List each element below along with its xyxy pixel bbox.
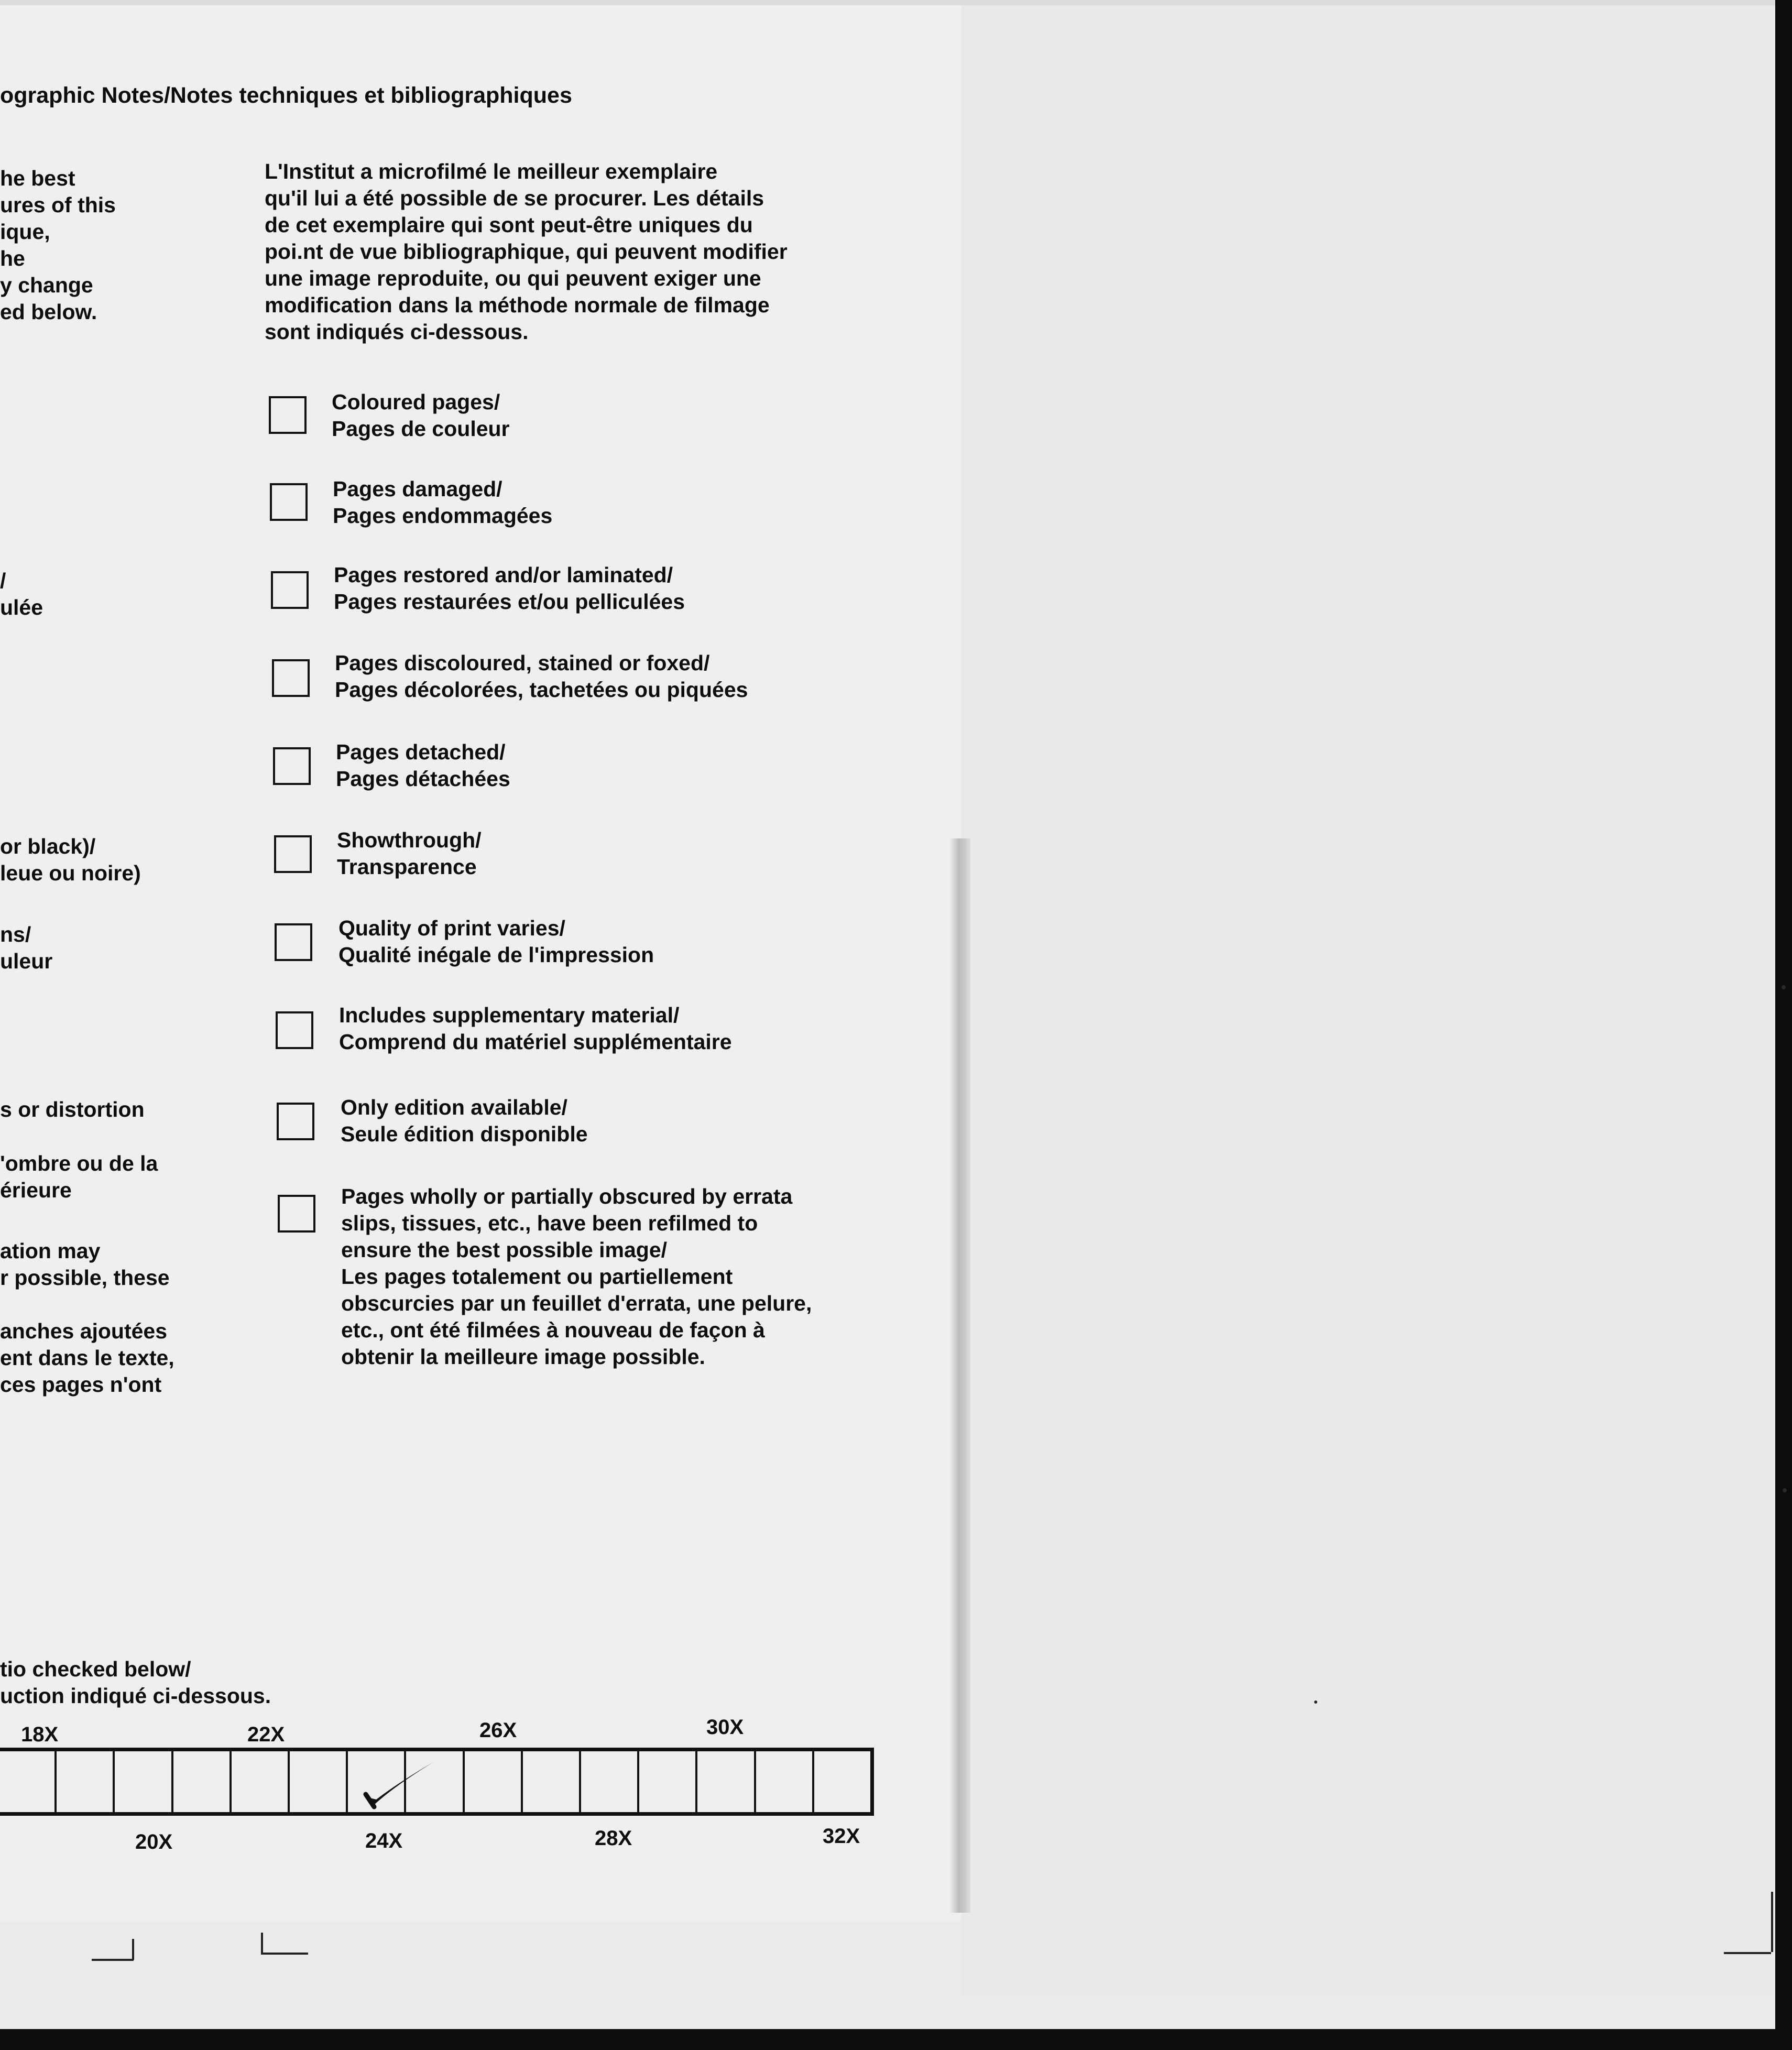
checkbox-showthrough[interactable]: [274, 835, 312, 873]
text-line: ns/: [0, 922, 31, 946]
crop-mark: [261, 1953, 308, 1955]
background-sheet: [961, 0, 1776, 1997]
text-line: modification dans la méthode normale de filmage: [265, 293, 770, 317]
text-line: érieure: [0, 1178, 72, 1202]
scan-bottom-edge: [0, 2029, 1792, 2050]
checklist-label: [338, 915, 654, 968]
text-line: de cet exemplaire qui sont peut-être uniques du: [265, 213, 753, 237]
text-line: L'Institut a microfilmé le meilleur exemplaire: [265, 159, 718, 183]
text-line: Qualité inégale de l'impression: [338, 943, 654, 967]
text-line: r possible, these: [0, 1266, 170, 1290]
text-line: etc., ont été filmées à nouveau de façon à: [341, 1318, 765, 1342]
text-line: uleur: [0, 949, 53, 973]
text-line: /: [0, 569, 6, 593]
left-item-fragment: [0, 1096, 145, 1123]
text-line: sont indiqués ci-dessous.: [265, 320, 529, 344]
checklist-label: [341, 1094, 588, 1148]
text-line: Transparence: [337, 855, 477, 879]
text-line: s or distortion: [0, 1097, 145, 1121]
text-line: y change: [0, 273, 93, 297]
text-line: Pages detached/: [336, 740, 506, 764]
text-line: anches ajoutées: [0, 1319, 168, 1343]
crop-mark: [132, 1939, 134, 1960]
ratio-cell[interactable]: [639, 1751, 697, 1812]
scale-label-28x: 28X: [595, 1827, 632, 1850]
text-line: ique,: [0, 220, 50, 244]
text-line: Seule édition disponible: [341, 1122, 588, 1146]
scan-right-edge: [1775, 0, 1792, 2050]
text-line: obscurcies par un feuillet d'errata, une pelure,: [341, 1291, 812, 1315]
scale-label-24x: 24X: [365, 1829, 403, 1852]
left-item-fragment: [0, 833, 141, 887]
ratio-cell[interactable]: [57, 1751, 115, 1812]
text-line: Pages détachées: [336, 767, 510, 791]
text-line: une image reproduite, ou qui peuvent exiger une: [265, 266, 761, 290]
ratio-cell[interactable]: [814, 1751, 870, 1812]
text-line: leue ou noire): [0, 861, 141, 885]
scan-speck: [1782, 985, 1786, 989]
left-ratio-fragment: [0, 1656, 271, 1709]
text-line: ensure the best possible image/: [341, 1238, 668, 1262]
text-line: ed below.: [0, 300, 97, 324]
text-line: uction indiqué ci-dessous.: [0, 1684, 271, 1708]
text-line: Coloured pages/: [332, 390, 500, 414]
text-line: ent dans le texte,: [0, 1346, 174, 1370]
text-line: Pages wholly or partially obscured by errata: [341, 1184, 793, 1208]
left-item-fragment: [0, 1318, 174, 1398]
checkbox-pages-discoloured[interactable]: [272, 659, 310, 697]
checkbox-quality-of-print[interactable]: [275, 923, 312, 961]
text-line: or black)/: [0, 834, 96, 858]
text-line: qu'il lui a été possible de se procurer. Les détails: [265, 186, 764, 210]
ratio-cell[interactable]: [697, 1751, 756, 1812]
left-intro-fragment: [0, 165, 116, 325]
text-line: tio checked below/: [0, 1657, 191, 1681]
checklist-label: [337, 827, 482, 880]
scale-label-30x: 30X: [706, 1716, 744, 1739]
text-line: slips, tissues, etc., have been refilmed to: [341, 1211, 758, 1235]
left-item-fragment: [0, 921, 52, 975]
crop-mark: [1724, 1952, 1771, 1954]
scale-label-32x: 32X: [823, 1825, 860, 1848]
ratio-cell[interactable]: [465, 1751, 523, 1812]
checkbox-pages-obscured[interactable]: [278, 1195, 315, 1233]
checklist-label: [334, 562, 685, 615]
text-line: Includes supplementary material/: [339, 1003, 680, 1027]
checkbox-pages-detached[interactable]: [273, 747, 311, 785]
checkbox-pages-restored[interactable]: [271, 571, 309, 609]
scan-speck: [1314, 1700, 1317, 1704]
text-line: Comprend du matériel supplémentaire: [339, 1030, 732, 1054]
checkbox-only-edition[interactable]: [277, 1103, 314, 1140]
scale-label-20x: 20X: [135, 1830, 173, 1853]
text-line: Only edition available/: [341, 1095, 567, 1119]
text-line: Showthrough/: [337, 828, 482, 852]
ratio-cell[interactable]: [290, 1751, 348, 1812]
text-line: Pages damaged/: [333, 477, 502, 501]
ratio-cell[interactable]: [115, 1751, 173, 1812]
text-line: 'ombre ou de la: [0, 1151, 158, 1175]
text-line: ation may: [0, 1239, 101, 1263]
page-heading: ographic Notes/Notes techniques et bibliographiques: [0, 83, 572, 108]
ratio-cell[interactable]: [173, 1751, 232, 1812]
text-line: Pages décolorées, tachetées ou piquées: [335, 678, 748, 702]
text-line: Pages discoloured, stained or foxed/: [335, 651, 710, 675]
checkbox-coloured-pages[interactable]: [269, 396, 307, 434]
crop-mark: [92, 1959, 134, 1961]
scale-label-26x: 26X: [479, 1719, 517, 1742]
checklist-label: [341, 1183, 812, 1370]
text-line: Pages de couleur: [332, 417, 510, 441]
scan-top-edge: [0, 0, 1792, 5]
checkmark-icon: [362, 1755, 440, 1818]
text-line: Pages endommagées: [333, 504, 553, 528]
text-line: ces pages n'ont: [0, 1372, 162, 1397]
checkmark-stroke: [368, 1762, 434, 1806]
left-item-fragment: [0, 1238, 170, 1291]
left-item-fragment: [0, 568, 43, 621]
crop-mark: [1771, 1892, 1773, 1952]
right-intro-paragraph: [265, 158, 788, 345]
text-line: Quality of print varies/: [338, 916, 565, 940]
text-line: poi.nt de vue bibliographique, qui peuvent modifier: [265, 239, 788, 264]
checkbox-pages-damaged[interactable]: [270, 483, 308, 521]
scan-speck: [1783, 1488, 1787, 1492]
checklist-label: [335, 650, 748, 703]
text-line: ulée: [0, 595, 43, 619]
checklist-label: [336, 739, 510, 792]
page-fold-shadow: [949, 838, 970, 1913]
text-line: he: [0, 246, 25, 270]
checklist-label: [333, 476, 552, 529]
checkbox-supplementary-material[interactable]: [276, 1011, 313, 1049]
ratio-cell[interactable]: [581, 1751, 639, 1812]
left-item-fragment: [0, 1150, 158, 1204]
crop-mark: [261, 1933, 263, 1954]
ratio-cell[interactable]: [232, 1751, 290, 1812]
ratio-cell[interactable]: [756, 1751, 814, 1812]
checklist-label: [339, 1002, 732, 1055]
text-line: Pages restored and/or laminated/: [334, 563, 673, 587]
ratio-cell[interactable]: [0, 1751, 57, 1812]
scale-label-22x: 22X: [247, 1723, 285, 1746]
scale-label-18x: 18X: [21, 1723, 59, 1746]
ratio-cell[interactable]: [523, 1751, 581, 1812]
text-line: Les pages totalement ou partiellement: [341, 1264, 733, 1289]
text-line: obtenir la meilleure image possible.: [341, 1345, 705, 1369]
text-line: ures of this: [0, 193, 116, 217]
text-line: he best: [0, 166, 75, 190]
text-line: Pages restaurées et/ou pelliculées: [334, 590, 685, 614]
checklist-label: [332, 389, 510, 442]
